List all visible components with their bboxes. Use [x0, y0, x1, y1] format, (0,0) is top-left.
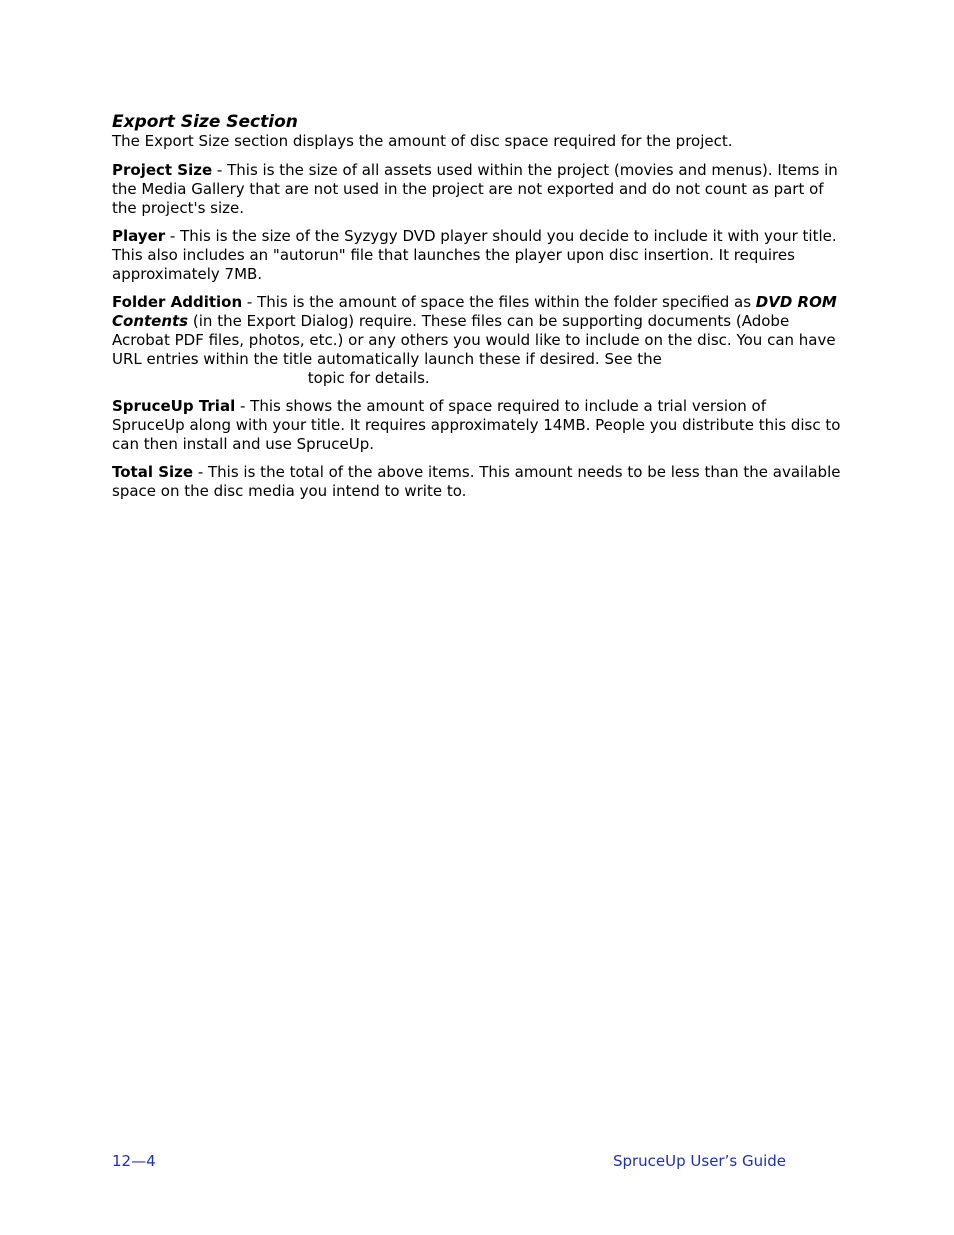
total-size-term: Total Size: [112, 463, 194, 481]
page-content: [112, 112, 842, 510]
folder-addition-paragraph: [112, 293, 842, 388]
folder-addition-description-part-1: - This is the amount of space the files within the folder specified as: [242, 293, 756, 311]
spruceup-trial-term: SpruceUp Trial: [112, 397, 236, 415]
spruceup-trial-paragraph: [112, 397, 842, 454]
folder-addition-term: Folder Addition: [112, 293, 243, 311]
project-size-term: Project Size: [112, 161, 213, 179]
section-intro: The Export Size section displays the amount of disc space required for the project.: [112, 132, 733, 150]
section-heading: Export Size Section: [112, 112, 298, 132]
project-size-description: - This is the size of all assets used within the project (movies and menus). Items in the Media Gallery that are not used in the project are not exported and do not count as part of the project's size.: [112, 161, 838, 217]
player-paragraph: [112, 227, 842, 284]
project-size-paragraph: [112, 161, 842, 218]
spruceup-trial-description: - This shows the amount of space required to include a trial version of SpruceUp along with your title. It requires approximately 14MB. People you distribute this disc to can then install and use SpruceUp.: [112, 397, 841, 453]
folder-addition-description-part-2: (in the Export Dialog) require. These files can be supporting documents (Adobe Acrobat PDF files, photos, etc.) or any others you would like to include on the disc. You can have URL entries within the title automatically launch these if desired. See the: [112, 312, 836, 368]
player-term: Player: [112, 227, 166, 245]
total-size-description: - This is the total of the above items. This amount needs to be less than the available space on the disc media you intend to write to.: [112, 463, 841, 500]
page-number: 12—4: [112, 1152, 156, 1170]
total-size-paragraph: [112, 463, 842, 501]
guide-title: SpruceUp User’s Guide: [612, 1152, 786, 1170]
player-description: - This is the size of the Syzygy DVD player should you decide to include it with your title. This also includes an "autorun" file that launches the player upon disc insertion. It requires approximately 7MB.: [112, 227, 837, 283]
dvd-rom-contents-emphasis: DVD ROM Contents: [112, 293, 837, 330]
folder-addition-description-part-3: topic for details.: [303, 369, 430, 387]
